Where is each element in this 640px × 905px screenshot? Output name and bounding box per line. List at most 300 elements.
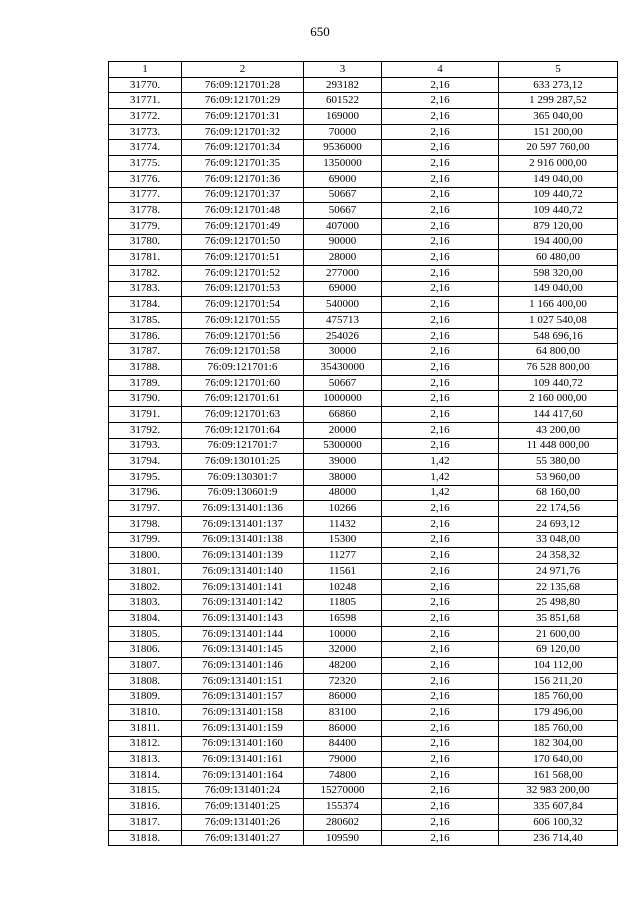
table-row	[109, 140, 618, 156]
value-cell: 879 120,00	[499, 218, 618, 234]
value-cell: 109 440,72	[499, 375, 618, 391]
rate-cell: 2,16	[382, 234, 499, 250]
value-cell: 60 480,00	[499, 250, 618, 266]
area-cell: 601522	[304, 93, 382, 109]
table-row	[109, 109, 618, 125]
value-cell: 548 696,16	[499, 328, 618, 344]
value-cell: 55 380,00	[499, 454, 618, 470]
cadastral-number-cell: 76:09:131401:161	[182, 752, 304, 768]
row-number-cell: 31804.	[109, 611, 182, 627]
row-number-cell: 31790.	[109, 391, 182, 407]
rate-cell: 2,16	[382, 360, 499, 376]
area-cell: 15300	[304, 532, 382, 548]
area-cell: 35430000	[304, 360, 382, 376]
cadastral-number-cell: 76:09:131401:137	[182, 516, 304, 532]
area-cell: 15270000	[304, 783, 382, 799]
cadastral-number-cell: 76:09:131401:139	[182, 548, 304, 564]
rate-cell: 2,16	[382, 407, 499, 423]
table-row	[109, 265, 618, 281]
value-cell: 335 607,84	[499, 799, 618, 815]
area-cell: 407000	[304, 218, 382, 234]
area-cell: 254026	[304, 328, 382, 344]
value-cell: 1 027 540,08	[499, 313, 618, 329]
table-row	[109, 313, 618, 329]
area-cell: 475713	[304, 313, 382, 329]
table-row	[109, 360, 618, 376]
area-cell: 69000	[304, 171, 382, 187]
row-number-cell: 31818.	[109, 830, 182, 846]
rate-cell: 2,16	[382, 203, 499, 219]
rate-cell: 2,16	[382, 642, 499, 658]
rate-cell: 2,16	[382, 501, 499, 517]
cadastral-number-cell: 76:09:131401:151	[182, 673, 304, 689]
value-cell: 194 400,00	[499, 234, 618, 250]
table-row	[109, 830, 618, 846]
cadastral-number-cell: 76:09:131401:143	[182, 611, 304, 627]
column-header: 3	[304, 62, 382, 78]
value-cell: 633 273,12	[499, 77, 618, 93]
rate-cell: 2,16	[382, 375, 499, 391]
area-cell: 109590	[304, 830, 382, 846]
value-cell: 20 597 760,00	[499, 140, 618, 156]
column-header: 4	[382, 62, 499, 78]
table-row	[109, 171, 618, 187]
area-cell: 16598	[304, 611, 382, 627]
area-cell: 10248	[304, 579, 382, 595]
row-number-cell: 31796.	[109, 485, 182, 501]
cadastral-number-cell: 76:09:131401:142	[182, 595, 304, 611]
table-row	[109, 77, 618, 93]
area-cell: 69000	[304, 281, 382, 297]
value-cell: 22 174,56	[499, 501, 618, 517]
rate-cell: 2,16	[382, 767, 499, 783]
row-number-cell: 31813.	[109, 752, 182, 768]
table-row	[109, 407, 618, 423]
table-row	[109, 658, 618, 674]
row-number-cell: 31785.	[109, 313, 182, 329]
table-row	[109, 391, 618, 407]
table-row	[109, 375, 618, 391]
row-number-cell: 31788.	[109, 360, 182, 376]
cadastral-number-cell: 76:09:131401:140	[182, 564, 304, 580]
area-cell: 74800	[304, 767, 382, 783]
value-cell: 144 417,60	[499, 407, 618, 423]
area-cell: 11561	[304, 564, 382, 580]
table-row	[109, 579, 618, 595]
rate-cell: 2,16	[382, 705, 499, 721]
table-row	[109, 815, 618, 831]
column-header: 5	[499, 62, 618, 78]
row-number-cell: 31774.	[109, 140, 182, 156]
value-cell: 1 166 400,00	[499, 297, 618, 313]
area-cell: 9536000	[304, 140, 382, 156]
row-number-cell: 31797.	[109, 501, 182, 517]
value-cell: 64 800,00	[499, 344, 618, 360]
cadastral-number-cell: 76:09:121701:53	[182, 281, 304, 297]
area-cell: 50667	[304, 187, 382, 203]
cadastral-number-cell: 76:09:131401:159	[182, 720, 304, 736]
area-cell: 86000	[304, 720, 382, 736]
row-number-cell: 31780.	[109, 234, 182, 250]
cadastral-number-cell: 76:09:121701:7	[182, 438, 304, 454]
row-number-cell: 31809.	[109, 689, 182, 705]
value-cell: 32 983 200,00	[499, 783, 618, 799]
area-cell: 11432	[304, 516, 382, 532]
value-cell: 1 299 287,52	[499, 93, 618, 109]
area-cell: 10266	[304, 501, 382, 517]
cadastral-number-cell: 76:09:131401:27	[182, 830, 304, 846]
row-number-cell: 31786.	[109, 328, 182, 344]
row-number-cell: 31773.	[109, 124, 182, 140]
table-row	[109, 281, 618, 297]
area-cell: 1350000	[304, 156, 382, 172]
row-number-cell: 31814.	[109, 767, 182, 783]
rate-cell: 2,16	[382, 532, 499, 548]
rate-cell: 2,16	[382, 109, 499, 125]
cadastral-number-cell: 76:09:131401:158	[182, 705, 304, 721]
row-number-cell: 31787.	[109, 344, 182, 360]
value-cell: 76 528 800,00	[499, 360, 618, 376]
value-cell: 149 040,00	[499, 281, 618, 297]
rate-cell: 2,16	[382, 595, 499, 611]
table-header	[109, 62, 618, 78]
row-number-cell: 31782.	[109, 265, 182, 281]
cadastral-number-cell: 76:09:121701:49	[182, 218, 304, 234]
cadastral-number-cell: 76:09:130101:25	[182, 454, 304, 470]
rate-cell: 2,16	[382, 830, 499, 846]
row-number-cell: 31807.	[109, 658, 182, 674]
row-number-cell: 31816.	[109, 799, 182, 815]
area-cell: 1000000	[304, 391, 382, 407]
rate-cell: 2,16	[382, 313, 499, 329]
cadastral-number-cell: 76:09:121701:58	[182, 344, 304, 360]
value-cell: 2 916 000,00	[499, 156, 618, 172]
row-number-cell: 31802.	[109, 579, 182, 595]
value-cell: 185 760,00	[499, 720, 618, 736]
area-cell: 70000	[304, 124, 382, 140]
table-row	[109, 250, 618, 266]
table-row	[109, 626, 618, 642]
value-cell: 365 040,00	[499, 109, 618, 125]
cadastral-number-cell: 76:09:130301:7	[182, 469, 304, 485]
cadastral-number-cell: 76:09:131401:26	[182, 815, 304, 831]
rate-cell: 2,16	[382, 564, 499, 580]
cadastral-number-cell: 76:09:131401:145	[182, 642, 304, 658]
rate-cell: 2,16	[382, 516, 499, 532]
value-cell: 21 600,00	[499, 626, 618, 642]
rate-cell: 2,16	[382, 815, 499, 831]
row-number-cell: 31778.	[109, 203, 182, 219]
area-cell: 83100	[304, 705, 382, 721]
cadastral-number-cell: 76:09:131401:25	[182, 799, 304, 815]
area-cell: 169000	[304, 109, 382, 125]
cadastral-number-cell: 76:09:121701:56	[182, 328, 304, 344]
rate-cell: 2,16	[382, 658, 499, 674]
cadastral-number-cell: 76:09:121701:48	[182, 203, 304, 219]
table-row	[109, 422, 618, 438]
area-cell: 540000	[304, 297, 382, 313]
area-cell: 48200	[304, 658, 382, 674]
cadastral-number-cell: 76:09:131401:138	[182, 532, 304, 548]
value-cell: 170 640,00	[499, 752, 618, 768]
rate-cell: 2,16	[382, 720, 499, 736]
area-cell: 72320	[304, 673, 382, 689]
area-cell: 39000	[304, 454, 382, 470]
row-number-cell: 31779.	[109, 218, 182, 234]
cadastral-number-cell: 76:09:121701:37	[182, 187, 304, 203]
row-number-cell: 31800.	[109, 548, 182, 564]
table-row	[109, 187, 618, 203]
row-number-cell: 31808.	[109, 673, 182, 689]
value-cell: 24 971,76	[499, 564, 618, 580]
cadastral-number-cell: 76:09:121701:31	[182, 109, 304, 125]
table-row	[109, 124, 618, 140]
rate-cell: 2,16	[382, 328, 499, 344]
value-cell: 22 135,68	[499, 579, 618, 595]
area-cell: 293182	[304, 77, 382, 93]
table-row	[109, 720, 618, 736]
cadastral-number-cell: 76:09:130601:9	[182, 485, 304, 501]
area-cell: 30000	[304, 344, 382, 360]
table-row	[109, 234, 618, 250]
table-row	[109, 93, 618, 109]
row-number-cell: 31815.	[109, 783, 182, 799]
row-number-cell: 31805.	[109, 626, 182, 642]
rate-cell: 2,16	[382, 438, 499, 454]
cadastral-number-cell: 76:09:121701:52	[182, 265, 304, 281]
header-row	[109, 62, 618, 78]
rate-cell: 2,16	[382, 171, 499, 187]
value-cell: 236 714,40	[499, 830, 618, 846]
row-number-cell: 31789.	[109, 375, 182, 391]
rate-cell: 2,16	[382, 265, 499, 281]
area-cell: 79000	[304, 752, 382, 768]
table-row	[109, 673, 618, 689]
row-number-cell: 31777.	[109, 187, 182, 203]
rate-cell: 2,16	[382, 783, 499, 799]
value-cell: 109 440,72	[499, 187, 618, 203]
cadastral-number-cell: 76:09:121701:54	[182, 297, 304, 313]
value-cell: 24 693,12	[499, 516, 618, 532]
table-row	[109, 752, 618, 768]
page-number: 650	[310, 24, 330, 39]
area-cell: 155374	[304, 799, 382, 815]
table-row	[109, 485, 618, 501]
rate-cell: 1,42	[382, 454, 499, 470]
table-row	[109, 532, 618, 548]
cadastral-table	[108, 61, 618, 846]
table-row	[109, 469, 618, 485]
row-number-cell: 31776.	[109, 171, 182, 187]
cadastral-number-cell: 76:09:121701:63	[182, 407, 304, 423]
rate-cell: 2,16	[382, 218, 499, 234]
rate-cell: 2,16	[382, 579, 499, 595]
cadastral-number-cell: 76:09:121701:60	[182, 375, 304, 391]
value-cell: 185 760,00	[499, 689, 618, 705]
row-number-cell: 31781.	[109, 250, 182, 266]
area-cell: 90000	[304, 234, 382, 250]
value-cell: 69 120,00	[499, 642, 618, 658]
table-row	[109, 564, 618, 580]
table-row	[109, 156, 618, 172]
value-cell: 161 568,00	[499, 767, 618, 783]
rate-cell: 2,16	[382, 752, 499, 768]
table-row	[109, 689, 618, 705]
value-cell: 68 160,00	[499, 485, 618, 501]
cadastral-number-cell: 76:09:131401:146	[182, 658, 304, 674]
row-number-cell: 31792.	[109, 422, 182, 438]
rate-cell: 2,16	[382, 187, 499, 203]
cadastral-number-cell: 76:09:131401:136	[182, 501, 304, 517]
table-row	[109, 611, 618, 627]
area-cell: 280602	[304, 815, 382, 831]
value-cell: 43 200,00	[499, 422, 618, 438]
row-number-cell: 31784.	[109, 297, 182, 313]
rate-cell: 2,16	[382, 391, 499, 407]
table-row	[109, 438, 618, 454]
table-row	[109, 548, 618, 564]
value-cell: 25 498,80	[499, 595, 618, 611]
cadastral-number-cell: 76:09:121701:29	[182, 93, 304, 109]
rate-cell: 2,16	[382, 77, 499, 93]
table-body	[109, 77, 618, 846]
area-cell: 84400	[304, 736, 382, 752]
cadastral-number-cell: 76:09:121701:51	[182, 250, 304, 266]
column-header: 2	[182, 62, 304, 78]
table-row	[109, 705, 618, 721]
table-row	[109, 297, 618, 313]
rate-cell: 1,42	[382, 485, 499, 501]
value-cell: 33 048,00	[499, 532, 618, 548]
area-cell: 38000	[304, 469, 382, 485]
cadastral-number-cell: 76:09:121701:55	[182, 313, 304, 329]
rate-cell: 2,16	[382, 297, 499, 313]
row-number-cell: 31772.	[109, 109, 182, 125]
cadastral-number-cell: 76:09:121701:50	[182, 234, 304, 250]
value-cell: 104 112,00	[499, 658, 618, 674]
cadastral-number-cell: 76:09:131401:24	[182, 783, 304, 799]
table-row	[109, 799, 618, 815]
value-cell: 606 100,32	[499, 815, 618, 831]
column-header: 1	[109, 62, 182, 78]
row-number-cell: 31810.	[109, 705, 182, 721]
cadastral-number-cell: 76:09:131401:144	[182, 626, 304, 642]
value-cell: 156 211,20	[499, 673, 618, 689]
row-number-cell: 31801.	[109, 564, 182, 580]
area-cell: 50667	[304, 203, 382, 219]
row-number-cell: 31803.	[109, 595, 182, 611]
table-row	[109, 218, 618, 234]
value-cell: 53 960,00	[499, 469, 618, 485]
area-cell: 11805	[304, 595, 382, 611]
table-row	[109, 516, 618, 532]
table-row	[109, 595, 618, 611]
area-cell: 66860	[304, 407, 382, 423]
table-row	[109, 736, 618, 752]
value-cell: 109 440,72	[499, 203, 618, 219]
table-row	[109, 642, 618, 658]
rate-cell: 2,16	[382, 689, 499, 705]
row-number-cell: 31799.	[109, 532, 182, 548]
rate-cell: 2,16	[382, 548, 499, 564]
row-number-cell: 31771.	[109, 93, 182, 109]
rate-cell: 2,16	[382, 626, 499, 642]
rate-cell: 2,16	[382, 344, 499, 360]
rate-cell: 2,16	[382, 673, 499, 689]
area-cell: 5300000	[304, 438, 382, 454]
table-row	[109, 783, 618, 799]
area-cell: 20000	[304, 422, 382, 438]
row-number-cell: 31791.	[109, 407, 182, 423]
cadastral-number-cell: 76:09:121701:6	[182, 360, 304, 376]
table-row	[109, 328, 618, 344]
area-cell: 28000	[304, 250, 382, 266]
row-number-cell: 31795.	[109, 469, 182, 485]
area-cell: 10000	[304, 626, 382, 642]
value-cell: 11 448 000,00	[499, 438, 618, 454]
table-row	[109, 454, 618, 470]
rate-cell: 2,16	[382, 281, 499, 297]
row-number-cell: 31775.	[109, 156, 182, 172]
value-cell: 24 358,32	[499, 548, 618, 564]
rate-cell: 2,16	[382, 611, 499, 627]
table-row	[109, 203, 618, 219]
rate-cell: 2,16	[382, 124, 499, 140]
area-cell: 48000	[304, 485, 382, 501]
cadastral-number-cell: 76:09:121701:32	[182, 124, 304, 140]
cadastral-number-cell: 76:09:121701:28	[182, 77, 304, 93]
rate-cell: 2,16	[382, 156, 499, 172]
rate-cell: 2,16	[382, 422, 499, 438]
cadastral-number-cell: 76:09:121701:61	[182, 391, 304, 407]
rate-cell: 2,16	[382, 799, 499, 815]
rate-cell: 2,16	[382, 736, 499, 752]
cadastral-number-cell: 76:09:121701:64	[182, 422, 304, 438]
table-row	[109, 501, 618, 517]
cadastral-number-cell: 76:09:131401:160	[182, 736, 304, 752]
row-number-cell: 31770.	[109, 77, 182, 93]
value-cell: 182 304,00	[499, 736, 618, 752]
value-cell: 151 200,00	[499, 124, 618, 140]
cadastral-number-cell: 76:09:131401:157	[182, 689, 304, 705]
row-number-cell: 31793.	[109, 438, 182, 454]
value-cell: 598 320,00	[499, 265, 618, 281]
area-cell: 50667	[304, 375, 382, 391]
value-cell: 2 160 000,00	[499, 391, 618, 407]
table-row	[109, 344, 618, 360]
table-row	[109, 767, 618, 783]
area-cell: 32000	[304, 642, 382, 658]
rate-cell: 2,16	[382, 93, 499, 109]
cadastral-number-cell: 76:09:121701:36	[182, 171, 304, 187]
cadastral-number-cell: 76:09:121701:35	[182, 156, 304, 172]
value-cell: 179 496,00	[499, 705, 618, 721]
row-number-cell: 31817.	[109, 815, 182, 831]
rate-cell: 2,16	[382, 250, 499, 266]
area-cell: 11277	[304, 548, 382, 564]
row-number-cell: 31794.	[109, 454, 182, 470]
area-cell: 277000	[304, 265, 382, 281]
cadastral-number-cell: 76:09:131401:164	[182, 767, 304, 783]
row-number-cell: 31783.	[109, 281, 182, 297]
row-number-cell: 31812.	[109, 736, 182, 752]
cadastral-number-cell: 76:09:121701:34	[182, 140, 304, 156]
row-number-cell: 31798.	[109, 516, 182, 532]
cadastral-number-cell: 76:09:131401:141	[182, 579, 304, 595]
rate-cell: 1,42	[382, 469, 499, 485]
rate-cell: 2,16	[382, 140, 499, 156]
value-cell: 35 851,68	[499, 611, 618, 627]
